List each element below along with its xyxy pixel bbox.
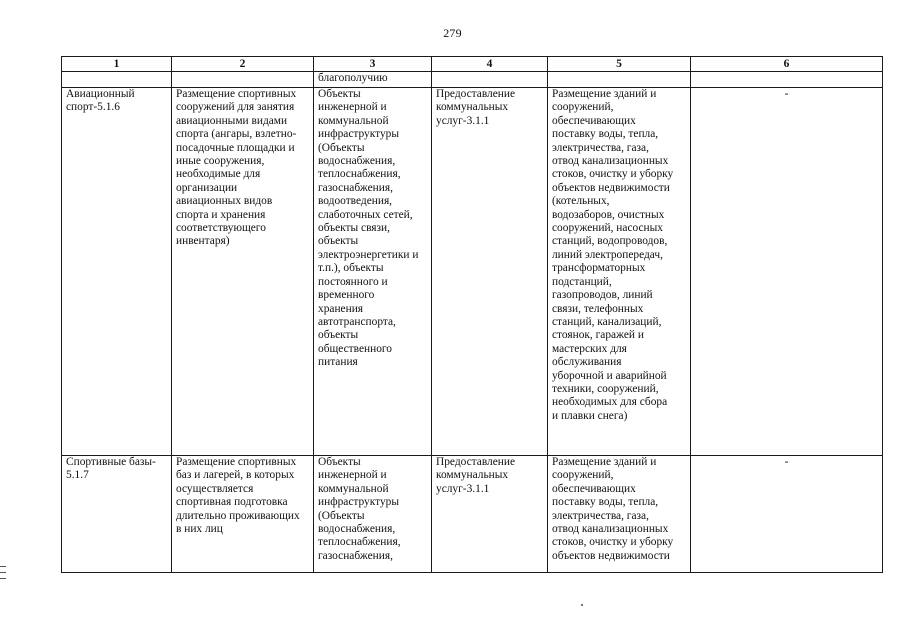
- table-header-row: [62, 57, 883, 72]
- continuation-row: [62, 72, 883, 88]
- activity-description-cell: Размещение спортивных сооружений для занятия авиационными видами спорта (ангары, взлетно- посадочные площадки и иные сооружения, необходимые для организации авиационных видов спорта и хранения соответствующего инвентаря): [172, 88, 314, 456]
- scan-margin-mark: [0, 578, 6, 579]
- activity-type-cell: Авиационный спорт-5.1.6: [62, 88, 172, 456]
- zoning-table: [61, 56, 883, 573]
- permitted-objects-cell: Объекты инженерной и коммунальной инфраструктуры (Объекты водоснабжения, теплоснабжения, газоснабжения, водоотведения, слаботочных сетей, объекты связи, объекты электроэнергетики и т.п.), объекты постоянного и временного хранения автотранспорта, объекты общественного питания: [314, 88, 432, 456]
- auxiliary-description-cell: Размещение зданий и сооружений, обеспечивающих поставку воды, тепла, электричества, газа, отвод канализационных стоков, очистку и уборку объектов недвижимости: [552, 456, 674, 562]
- scan-margin-mark: [0, 572, 6, 573]
- auxiliary-use-cell: Предоставление коммунальных услуг-3.1.1: [436, 456, 516, 495]
- table-cell: [432, 72, 548, 88]
- column-header-6: 6: [691, 57, 883, 72]
- page-number: 279: [443, 26, 462, 40]
- notes-cell: -: [784, 456, 789, 468]
- table-row: [62, 88, 883, 456]
- column-header-3: 3: [314, 57, 432, 72]
- scan-speck: [581, 604, 583, 606]
- column-header-1: 1: [62, 57, 172, 72]
- activity-type-cell: Спортивные базы- 5.1.7: [66, 456, 156, 482]
- table-row: [62, 456, 883, 573]
- table-cell: [172, 72, 314, 88]
- auxiliary-description-cell: Размещение зданий и сооружений, обеспечивающих поставку воды, тепла, электричества, газа, отвод канализационных стоков, очистку и уборку объектов недвижимости (котельных, водозаборов, очистных сооружений, насосных станций, водопроводов, линий электропередач, трансформаторных подстанций, газопроводов, линий связи, телефонных станций, канализаций, стоянок, гаражей и мастерских для обслуживания уборочной и аварийной техники, сооружений, необходимых для сбора и плавки снега): [548, 88, 691, 456]
- auxiliary-use-cell: Предоставление коммунальных услуг-3.1.1: [432, 88, 548, 456]
- activity-description-cell: Размещение спортивных баз и лагерей, в которых осуществляется спортивная подготовка длительно проживающих в них лиц: [176, 456, 300, 536]
- table-cell: [62, 72, 172, 88]
- column-header-4: 4: [432, 57, 548, 72]
- column-header-2: 2: [172, 57, 314, 72]
- column-header-5: 5: [548, 57, 691, 72]
- notes-cell: -: [691, 88, 883, 456]
- table-cell: благополучию: [314, 72, 432, 88]
- scan-margin-mark: [0, 566, 6, 567]
- permitted-objects-cell: Объекты инженерной и коммунальной инфраструктуры (Объекты водоснабжения, теплоснабжения, газоснабжения,: [318, 456, 401, 562]
- table-cell: [691, 72, 883, 88]
- table-cell: [548, 72, 691, 88]
